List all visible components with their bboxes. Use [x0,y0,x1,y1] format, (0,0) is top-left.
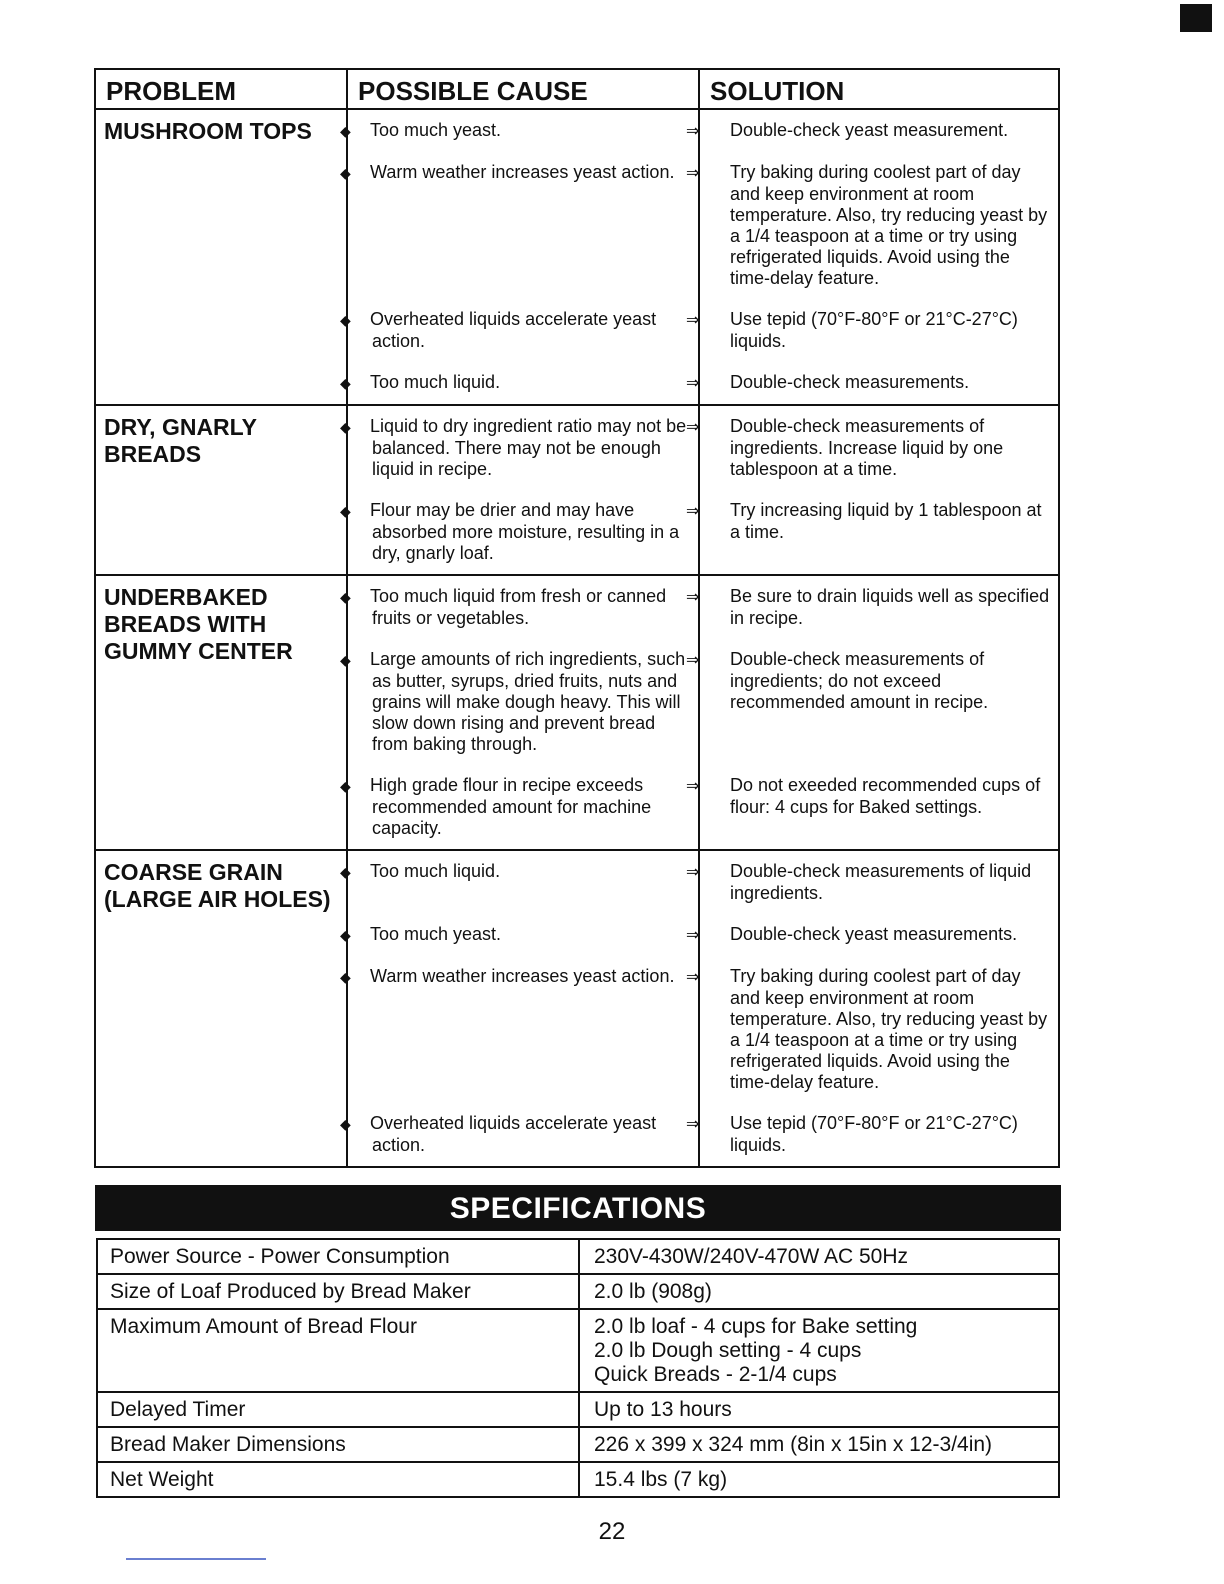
solution-cell [686,152,1058,299]
diamond-bullet-icon: ◆ [340,652,351,668]
diamond-bullet-icon: ◆ [340,165,351,181]
cause-text: High grade flour in recipe exceeds recommended amount for machine capacity. [370,775,652,838]
cause-solution-row [340,362,1058,404]
problem-section [96,404,1058,574]
double-arrow-icon: ⇒ [686,312,700,329]
solution-text: Double-check yeast measurements. [730,924,1018,944]
spec-row [98,1391,1058,1426]
spec-row [98,1426,1058,1461]
spec-value [580,1240,1058,1273]
cause-text: Too much liquid. [370,372,501,392]
double-arrow-icon: ⇒ [686,419,700,436]
diamond-bullet-icon: ◆ [340,123,351,139]
cause-solution-list [340,406,1058,574]
cause-solution-row [340,406,1058,490]
problem-label: UNDERBAKED BREADS WITH GUMMY CENTER [96,576,348,849]
spec-row [98,1461,1058,1496]
spec-value-line: 2.0 lb (908g) [594,1280,712,1303]
solution-cell [686,490,1058,574]
possible-cause-cell [340,765,700,849]
cause-solution-list [340,110,1058,404]
solution-text: Double-check measurements of ingredients. Increase liquid by one tablespoon at a time. [730,416,1004,479]
diamond-bullet-icon: ◆ [340,864,351,880]
possible-cause-cell [340,152,700,299]
diamond-bullet-icon: ◆ [340,419,351,435]
double-arrow-icon: ⇒ [686,1116,700,1133]
spec-value [580,1310,1058,1391]
corner-registration-mark [1180,4,1212,32]
cause-text: Warm weather increases yeast action. [370,162,675,182]
diamond-bullet-icon: ◆ [340,1116,351,1132]
problem-section [96,110,1058,404]
cause-solution-row [340,110,1058,152]
cause-solution-row [340,851,1058,914]
solution-text: Use tepid (70°F-80°F or 21°C-27°C) liquids. [730,309,1018,351]
double-arrow-icon: ⇒ [686,652,700,669]
table-header-row [96,70,1058,110]
solution-text: Try increasing liquid by 1 tablespoon at a time. [730,500,1042,542]
spec-value-line: 230V-430W/240V-470W AC 50Hz [594,1245,909,1268]
header-solution: SOLUTION [710,76,845,106]
cause-text: Too much yeast. [370,120,502,140]
double-arrow-icon: ⇒ [686,375,700,392]
diamond-bullet-icon: ◆ [340,969,351,985]
possible-cause-cell [340,406,700,490]
troubleshooting-table [94,68,1060,1168]
header-possible-cause: POSSIBLE CAUSE [348,70,700,108]
specifications-banner: SPECIFICATIONS [95,1185,1061,1231]
cause-text: Warm weather increases yeast action. [370,966,675,986]
solution-text: Try baking during coolest part of day and keep environment at room temperature. Also, try reducing yeast by a 1/4 teaspoon at a time or try using refrigerated liquids. Avoid using the time-delay feature. [730,162,1048,288]
diamond-bullet-icon: ◆ [340,927,351,943]
solution-text: Double-check measurements. [730,372,970,392]
footer-rule [126,1558,266,1560]
double-arrow-icon: ⇒ [686,503,700,520]
cause-solution-row [340,490,1058,574]
cause-solution-list [340,851,1058,1166]
double-arrow-icon: ⇒ [686,123,700,140]
double-arrow-icon: ⇒ [686,165,700,182]
spec-value [580,1275,1058,1308]
spec-value [580,1428,1058,1461]
possible-cause-cell [340,1103,700,1166]
double-arrow-icon: ⇒ [686,778,700,795]
double-arrow-icon: ⇒ [686,864,700,881]
solution-cell [686,1103,1058,1166]
solution-cell [686,362,1058,404]
solution-cell [686,576,1058,639]
possible-cause-cell [340,110,700,152]
possible-cause-cell [340,639,700,765]
problem-label: MUSHROOM TOPS [96,110,348,404]
double-arrow-icon: ⇒ [686,927,700,944]
cause-text: Overheated liquids accelerate yeast action. [370,309,657,351]
possible-cause-cell [340,914,700,956]
specifications-table [96,1238,1060,1498]
solution-text: Do not exeeded recommended cups of flour: 4 cups for Baked settings. [730,775,1041,817]
solution-text: Be sure to drain liquids well as specified in recipe. [730,586,1050,628]
cause-text: Too much liquid from fresh or canned fruits or vegetables. [370,586,667,628]
double-arrow-icon: ⇒ [686,589,700,606]
diamond-bullet-icon: ◆ [340,312,351,328]
solution-cell [686,299,1058,362]
cause-solution-row [340,299,1058,362]
possible-cause-cell [340,851,700,914]
solution-cell [686,956,1058,1103]
spec-value-line: Up to 13 hours [594,1398,732,1421]
possible-cause-cell [340,490,700,574]
spec-value [580,1393,1058,1426]
problem-label: DRY, GNARLY BREADS [96,406,348,574]
solution-text: Use tepid (70°F-80°F or 21°C-27°C) liquids. [730,1113,1018,1155]
cause-solution-row [340,956,1058,1103]
diamond-bullet-icon: ◆ [340,375,351,391]
cause-text: Too much yeast. [370,924,502,944]
possible-cause-cell [340,956,700,1103]
solution-cell [686,765,1058,849]
solution-text: Double-check yeast measurement. [730,120,1009,140]
possible-cause-cell [340,576,700,639]
possible-cause-cell [340,299,700,362]
problem-section [96,849,1058,1166]
cause-solution-row [340,152,1058,299]
spec-row [98,1308,1058,1391]
problem-section [96,574,1058,849]
spec-value-line: 226 x 399 x 324 mm (8in x 15in x 12-3/4in) [594,1433,993,1456]
troubleshooting-body [96,110,1058,1166]
diamond-bullet-icon: ◆ [340,503,351,519]
problem-label: COARSE GRAIN (LARGE AIR HOLES) [96,851,348,1166]
spec-value [580,1463,1058,1496]
cause-text: Too much liquid. [370,861,501,881]
cause-solution-row [340,765,1058,849]
cause-solution-row [340,1103,1058,1166]
diamond-bullet-icon: ◆ [340,589,351,605]
cause-text: Flour may be drier and may have absorbed more moisture, resulting in a dry, gnarly loaf. [370,500,680,563]
double-arrow-icon: ⇒ [686,969,700,986]
cause-solution-row [340,914,1058,956]
solution-cell [686,406,1058,490]
spec-value-line: Quick Breads - 2-1/4 cups [594,1363,837,1386]
solution-cell [686,110,1058,152]
spec-value-line: 2.0 lb loaf - 4 cups for Bake setting [594,1315,918,1338]
spec-label: Power Source - Power Consumption [98,1240,580,1273]
spec-row [98,1273,1058,1308]
diamond-bullet-icon: ◆ [340,778,351,794]
header-problem: PROBLEM [96,70,348,108]
solution-cell [686,851,1058,914]
cause-solution-row [340,576,1058,639]
spec-row [98,1240,1058,1273]
solution-text: Double-check measurements of liquid ingredients. [730,861,1032,903]
spec-label: Bread Maker Dimensions [98,1428,580,1461]
spec-label: Size of Loaf Produced by Bread Maker [98,1275,580,1308]
spec-label: Maximum Amount of Bread Flour [98,1310,580,1391]
cause-text: Large amounts of rich ingredients, such as butter, syrups, dried fruits, nuts and grains will make dough heavy. This will slow down rising and prevent bread from baking through. [370,649,686,754]
solution-text: Double-check measurements of ingredients; do not exceed recommended amount in recipe. [730,649,989,712]
cause-solution-list [340,576,1058,849]
spec-value-line: 2.0 lb Dough setting - 4 cups [594,1339,862,1362]
solution-text: Try baking during coolest part of day and keep environment at room temperature. Also, try reducing yeast by a 1/4 teaspoon at a time or try using refrigerated liquids. Avoid using the time-delay feature. [730,966,1048,1092]
cause-text: Overheated liquids accelerate yeast action. [370,1113,657,1155]
spec-label: Net Weight [98,1463,580,1496]
page-number: 22 [598,1518,626,1545]
solution-cell [686,639,1058,765]
cause-solution-row [340,639,1058,765]
possible-cause-cell [340,362,700,404]
cause-text: Liquid to dry ingredient ratio may not be balanced. There may not be enough liquid in recipe. [370,416,687,479]
spec-value-line: 15.4 lbs (7 kg) [594,1468,728,1491]
spec-label: Delayed Timer [98,1393,580,1426]
solution-cell [686,914,1058,956]
